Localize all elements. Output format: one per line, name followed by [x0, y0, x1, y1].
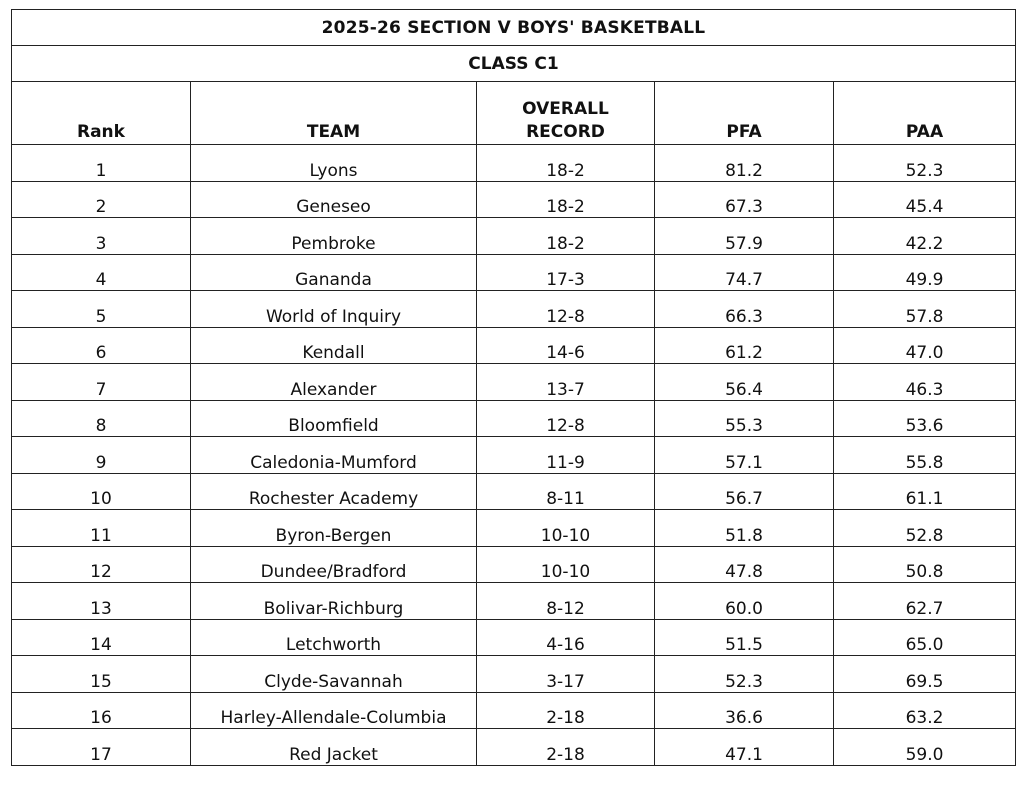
record-cell: 14-6 [477, 327, 655, 364]
record-cell: 2-18 [477, 729, 655, 766]
pfa-cell: 61.2 [655, 327, 834, 364]
paa-cell: 59.0 [834, 729, 1016, 766]
team-cell: Caledonia-Mumford [191, 437, 477, 474]
record-cell: 18-2 [477, 218, 655, 255]
table-title: 2025-26 SECTION V BOYS' BASKETBALL [12, 10, 1016, 46]
class-label: CLASS C1 [12, 46, 1016, 82]
team-cell: Clyde-Savannah [191, 656, 477, 693]
team-cell: Dundee/Bradford [191, 546, 477, 583]
paa-cell: 65.0 [834, 619, 1016, 656]
rank-cell: 2 [12, 181, 191, 218]
table-row [12, 583, 1016, 620]
team-cell: Harley-Allendale-Columbia [191, 692, 477, 729]
record-cell: 13-7 [477, 364, 655, 401]
team-cell: Alexander [191, 364, 477, 401]
record-cell: 8-12 [477, 583, 655, 620]
pfa-cell: 66.3 [655, 291, 834, 328]
rank-header: Rank [12, 82, 191, 145]
standings-table [11, 9, 1016, 766]
paa-cell: 62.7 [834, 583, 1016, 620]
pfa-cell: 51.8 [655, 510, 834, 547]
paa-header: PAA [834, 82, 1016, 145]
pfa-cell: 56.7 [655, 473, 834, 510]
record-cell: 12-8 [477, 291, 655, 328]
paa-cell: 50.8 [834, 546, 1016, 583]
team-cell: Red Jacket [191, 729, 477, 766]
rank-cell: 5 [12, 291, 191, 328]
paa-cell: 63.2 [834, 692, 1016, 729]
table-row [12, 400, 1016, 437]
paa-cell: 45.4 [834, 181, 1016, 218]
paa-cell: 46.3 [834, 364, 1016, 401]
team-cell: Letchworth [191, 619, 477, 656]
table-row [12, 145, 1016, 182]
record-cell: 8-11 [477, 473, 655, 510]
table-row [12, 729, 1016, 766]
rank-cell: 6 [12, 327, 191, 364]
record-header-line1: OVERALL [522, 99, 609, 119]
record-cell: 17-3 [477, 254, 655, 291]
rank-cell: 8 [12, 400, 191, 437]
table-row [12, 327, 1016, 364]
rank-cell: 13 [12, 583, 191, 620]
rank-cell: 9 [12, 437, 191, 474]
pfa-cell: 47.8 [655, 546, 834, 583]
rank-cell: 16 [12, 692, 191, 729]
paa-cell: 61.1 [834, 473, 1016, 510]
rank-cell: 12 [12, 546, 191, 583]
record-cell: 10-10 [477, 510, 655, 547]
paa-cell: 52.8 [834, 510, 1016, 547]
record-cell: 18-2 [477, 181, 655, 218]
table-row [12, 291, 1016, 328]
pfa-cell: 57.9 [655, 218, 834, 255]
rank-cell: 15 [12, 656, 191, 693]
table-row [12, 546, 1016, 583]
paa-cell: 69.5 [834, 656, 1016, 693]
pfa-cell: 60.0 [655, 583, 834, 620]
pfa-cell: 52.3 [655, 656, 834, 693]
record-header [477, 82, 655, 145]
rank-cell: 17 [12, 729, 191, 766]
pfa-cell: 67.3 [655, 181, 834, 218]
pfa-cell: 74.7 [655, 254, 834, 291]
rank-cell: 11 [12, 510, 191, 547]
paa-cell: 42.2 [834, 218, 1016, 255]
table-row [12, 218, 1016, 255]
paa-cell: 47.0 [834, 327, 1016, 364]
table-row [12, 181, 1016, 218]
record-cell: 3-17 [477, 656, 655, 693]
standings-body [12, 145, 1016, 766]
table-row [12, 510, 1016, 547]
pfa-cell: 47.1 [655, 729, 834, 766]
team-header: TEAM [191, 82, 477, 145]
record-cell: 4-16 [477, 619, 655, 656]
table-row [12, 437, 1016, 474]
paa-cell: 49.9 [834, 254, 1016, 291]
record-cell: 11-9 [477, 437, 655, 474]
table-row [12, 692, 1016, 729]
record-cell: 12-8 [477, 400, 655, 437]
team-cell: Lyons [191, 145, 477, 182]
rank-cell: 7 [12, 364, 191, 401]
paa-cell: 53.6 [834, 400, 1016, 437]
team-cell: Byron-Bergen [191, 510, 477, 547]
rank-cell: 14 [12, 619, 191, 656]
team-cell: World of Inquiry [191, 291, 477, 328]
table-row [12, 619, 1016, 656]
table-row [12, 473, 1016, 510]
pfa-cell: 56.4 [655, 364, 834, 401]
column-header-row [12, 82, 1016, 145]
record-cell: 10-10 [477, 546, 655, 583]
rank-cell: 4 [12, 254, 191, 291]
table-row [12, 364, 1016, 401]
pfa-cell: 36.6 [655, 692, 834, 729]
team-cell: Pembroke [191, 218, 477, 255]
rank-cell: 1 [12, 145, 191, 182]
team-cell: Gananda [191, 254, 477, 291]
table-row [12, 656, 1016, 693]
team-cell: Kendall [191, 327, 477, 364]
rank-cell: 3 [12, 218, 191, 255]
record-header-line2: RECORD [526, 122, 605, 142]
paa-cell: 57.8 [834, 291, 1016, 328]
paa-cell: 55.8 [834, 437, 1016, 474]
pfa-cell: 51.5 [655, 619, 834, 656]
table-row [12, 254, 1016, 291]
pfa-header: PFA [655, 82, 834, 145]
team-cell: Geneseo [191, 181, 477, 218]
pfa-cell: 57.1 [655, 437, 834, 474]
pfa-cell: 81.2 [655, 145, 834, 182]
paa-cell: 52.3 [834, 145, 1016, 182]
record-cell: 2-18 [477, 692, 655, 729]
team-cell: Bolivar-Richburg [191, 583, 477, 620]
record-cell: 18-2 [477, 145, 655, 182]
rank-cell: 10 [12, 473, 191, 510]
team-cell: Rochester Academy [191, 473, 477, 510]
team-cell: Bloomfield [191, 400, 477, 437]
pfa-cell: 55.3 [655, 400, 834, 437]
class-row [12, 46, 1016, 82]
title-row [12, 10, 1016, 46]
